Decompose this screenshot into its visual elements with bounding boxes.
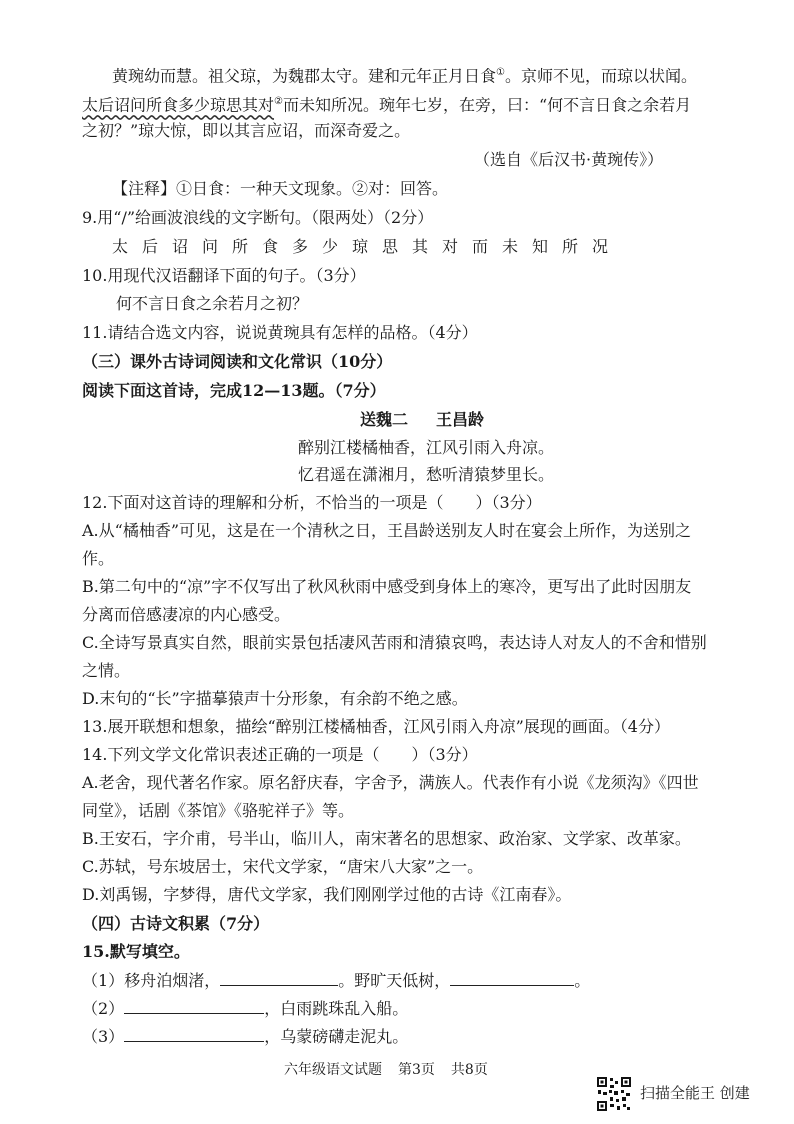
passage-notes: 【注释】①日食：一种天文现象。②对：回答。 [112, 179, 449, 198]
question-15-item-1 [82, 969, 590, 992]
passage-line-2 [82, 91, 691, 116]
question-12-option-c: C.全诗写景真实自然，眼前实景包括凄风苦雨和清猿哀鸣，表达诗人对友人的不舍和惜别 [82, 633, 707, 652]
item-number: （1） [82, 971, 125, 990]
question-12-option-b-cont: 分离而倍感凄凉的内心感受。 [82, 605, 291, 624]
question-14-prompt: 14.下列文学文化常识表述正确的一项是（ ）（3分） [82, 745, 478, 764]
section-3-heading: （三）课外古诗词阅读和文化常识（10分） [82, 352, 393, 371]
footer-total-pages: 共8页 [450, 1062, 488, 1078]
question-12-prompt: 12.下面对这首诗的理解和分析，不恰当的一项是（ ）（3分） [82, 493, 542, 512]
poem-title: 送魏二 [360, 410, 409, 429]
footnote-marker: ① [496, 67, 505, 78]
question-10-prompt: 10.用现代汉语翻译下面的句子。（3分） [82, 266, 366, 285]
question-14-option-a: A.老舍，现代著名作家。原名舒庆春，字舍予，满族人。代表作有小说《龙须沟》《四世 [82, 773, 699, 792]
poem-line-2: 忆君遥在潇湘月，愁听清猿梦里长。 [298, 465, 555, 484]
section-3-instruction: 阅读下面这首诗，完成12—13题。（7分） [82, 381, 386, 400]
question-12-option-a-cont: 作。 [82, 549, 115, 568]
poem-title-line [360, 409, 484, 431]
question-14-option-b: B.王安石，字介甫，号半山，临川人，南宋著名的思想家、政治家、文学家、改革家。 [82, 829, 691, 848]
question-14-option-d: D.刘禹锡，字梦得，唐代文学家，我们刚刚学过他的古诗《江南春》。 [82, 885, 572, 904]
passage-source: （选自《后汉书·黄琬传》） [474, 150, 664, 169]
answer-blank[interactable] [124, 997, 264, 1014]
given-text: ，白雨跳珠乱入船。 [264, 999, 409, 1018]
answer-blank[interactable] [124, 1025, 264, 1042]
passage-line-3: 之初？”琼大惊，即以其言应诏，而深奇爱之。 [82, 121, 411, 140]
question-14-option-a-cont: 同堂》，话剧《茶馆》《骆驼祥子》等。 [82, 801, 355, 820]
question-10-sentence: 何不言日食之余若月之初？ [116, 294, 309, 313]
question-14-option-c: C.苏轼，号东坡居士，宋代文学家，“唐宋八大家”之一。 [82, 857, 484, 876]
question-12-option-b: B.第二句中的“凉”字不仅写出了秋风秋雨中感受到身体上的寒冷，更写出了此时因朋友 [82, 577, 692, 596]
footer-subject: 六年级语文试题 [284, 1062, 382, 1078]
footnote-marker: ② [274, 96, 283, 107]
question-15-item-3 [82, 1025, 408, 1048]
question-12-option-c-cont: 之情。 [82, 661, 131, 680]
passage-text: 。京师不见，而琼以状闻。 [504, 66, 697, 86]
footer-page-number: 第3页 [398, 1062, 435, 1078]
answer-blank[interactable] [220, 969, 338, 986]
question-12-option-a: A.从“橘柚香”可见，这是在一个清秋之日，王昌龄送别友人时在宴会上所作，为送别之 [82, 521, 692, 540]
given-text: ，乌蒙磅礴走泥丸。 [264, 1027, 409, 1046]
given-text: 移舟泊烟渚， [124, 971, 221, 990]
passage-text: 而未知所况。琬年七岁，在旁，曰：“何不言日食之余若月 [282, 95, 692, 115]
wavy-underlined-text: 太后诏问所食多少琼思其对 [82, 95, 275, 115]
given-text: 。 [574, 971, 591, 990]
question-9-chars: 太后诏问所食多少琼思其对而未知所况 [112, 237, 623, 256]
question-11-prompt: 11.请结合选文内容，说说黄琬具有怎样的品格。（4分） [82, 323, 478, 342]
item-number: （2） [82, 999, 125, 1018]
scanner-watermark: 扫描全能王 创建 [640, 1084, 750, 1102]
question-15-item-2 [82, 997, 408, 1020]
section-4-heading: （四）古诗文积累（7分） [82, 914, 270, 933]
item-number: （3） [82, 1027, 125, 1046]
question-15-heading: 15.默写填空。 [82, 942, 190, 961]
question-9-prompt: 9.用“/”给画波浪线的文字断句。（限两处）（2分） [82, 208, 434, 227]
passage-line-1 [112, 62, 697, 87]
poem-line-1: 醉别江楼橘柚香，江风引雨入舟凉。 [298, 438, 555, 457]
given-text: 。野旷天低树， [338, 971, 451, 990]
question-12-option-d: D.末句的“长”字描摹猿声十分形象，有余韵不绝之感。 [82, 689, 468, 708]
question-13-prompt: 13.展开联想和想象，描绘“醉别江楼橘柚香，江风引雨入舟凉”展现的画面。（4分） [82, 717, 670, 736]
passage-text: 黄琬幼而慧。祖父琼，为魏郡太守。建和元年正月日食 [112, 66, 497, 86]
qr-code-icon [596, 1076, 632, 1112]
answer-blank[interactable] [450, 969, 574, 986]
page-footer [284, 1059, 488, 1081]
poem-author: 王昌龄 [436, 410, 485, 429]
